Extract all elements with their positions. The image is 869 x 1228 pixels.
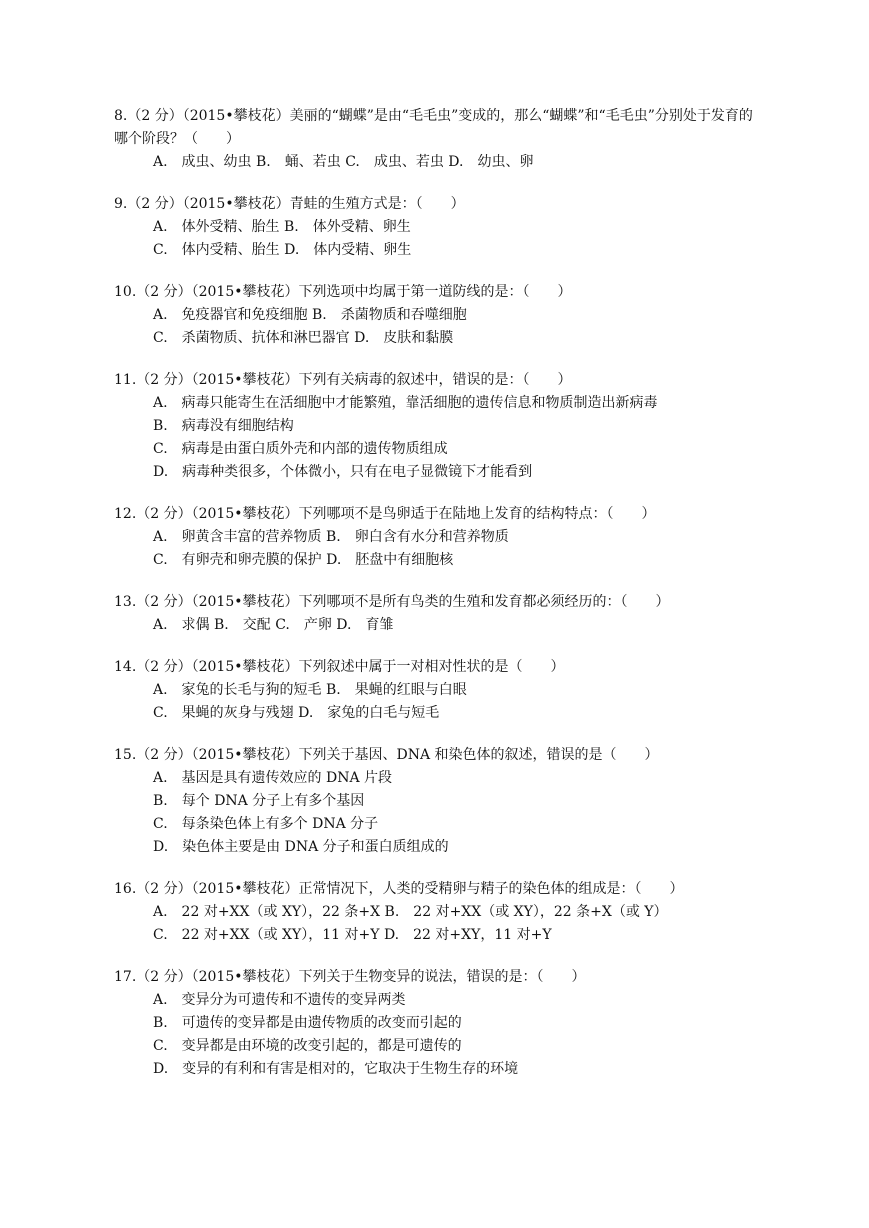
option-line: C. 果蝇的灰身与残翅 D. 家兔的白毛与短毛 xyxy=(153,705,440,721)
question-16 xyxy=(114,878,754,947)
option-line: A. 基因是具有遗传效应的 DNA 片段 xyxy=(153,770,393,786)
option-line: B. 病毒没有细胞结构 xyxy=(153,418,294,434)
option-line: A. 免疫器官和免疫细胞 B. 杀菌物质和吞噬细胞 xyxy=(153,307,467,323)
option-line: A. 22 对+XX（或 XY），22 条+X B. 22 对+XX（或 XY），22 条+X（或 Y） xyxy=(153,904,668,920)
question-13 xyxy=(114,591,754,637)
question-stem: 16.（2 分）（2015•攀枝花）正常情况下，人类的受精卵与精子的染色体的组成是：（ ） xyxy=(114,881,684,897)
question-9 xyxy=(114,193,754,262)
option-line: A. 变异分为可遗传和不遗传的变异两类 xyxy=(153,992,406,1008)
question-stem: 15.（2 分）（2015•攀枝花）下列关于基因、DNA 和染色体的叙述，错误的是（ ） xyxy=(114,747,659,763)
question-stem: 10.（2 分）（2015•攀枝花）下列选项中均属于第一道防线的是：（ ） xyxy=(114,284,572,300)
option-line: A. 体外受精、胎生 B. 体外受精、卵生 xyxy=(153,219,411,235)
question-8 xyxy=(114,105,754,174)
question-stem: 13.（2 分）（2015•攀枝花）下列哪项不是所有鸟类的生殖和发育都必须经历的：（ ） xyxy=(114,594,670,610)
question-17 xyxy=(114,966,754,1081)
option-line: B. 可遗传的变异都是由遗传物质的改变而引起的 xyxy=(153,1015,462,1031)
question-stem: 17.（2 分）（2015•攀枝花）下列关于生物变异的说法，错误的是：（ ） xyxy=(114,969,586,985)
option-line: C. 每条染色体上有多个 DNA 分子 xyxy=(153,816,379,832)
option-line: C. 病毒是由蛋白质外壳和内部的遗传物质组成 xyxy=(153,441,448,457)
option-line: D. 变异的有利和有害是相对的，它取决于生物生存的环境 xyxy=(153,1061,519,1077)
option-line: A. 成虫、幼虫 B. 蛹、若虫 C. 成虫、若虫 D. 幼虫、卵 xyxy=(153,154,534,170)
option-line: A. 家兔的长毛与狗的短毛 B. 果蝇的红眼与白眼 xyxy=(153,682,467,698)
question-stem: 14.（2 分）（2015•攀枝花）下列叙述中属于一对相对性状的是（ ） xyxy=(114,659,565,675)
question-list xyxy=(114,105,754,1100)
option-line: D. 染色体主要是由 DNA 分子和蛋白质组成的 xyxy=(153,839,449,855)
option-line: C. 变异都是由环境的改变引起的，都是可遗传的 xyxy=(153,1038,462,1054)
question-12 xyxy=(114,503,754,572)
question-11 xyxy=(114,369,754,484)
option-line: B. 每个 DNA 分子上有多个基因 xyxy=(153,793,365,809)
option-line: C. 有卵壳和卵壳膜的保护 D. 胚盘中有细胞核 xyxy=(153,552,454,568)
question-stem: 11.（2 分）（2015•攀枝花）下列有关病毒的叙述中，错误的是：（ ） xyxy=(114,372,572,388)
question-15 xyxy=(114,744,754,859)
option-line: C. 杀菌物质、抗体和淋巴器官 D. 皮肤和黏膜 xyxy=(153,330,454,346)
option-line: A. 求偶 B. 交配 C. 产卵 D. 育雏 xyxy=(153,617,394,633)
option-line: D. 病毒种类很多，个体微小，只有在电子显微镜下才能看到 xyxy=(153,464,533,480)
question-10 xyxy=(114,281,754,350)
question-stem: 12.（2 分）（2015•攀枝花）下列哪项不是鸟卵适于在陆地上发育的结构特点：（ ） xyxy=(114,506,656,522)
question-stem: 9.（2 分）（2015•攀枝花）青蛙的生殖方式是：（ ） xyxy=(114,196,465,212)
option-line: C. 22 对+XX（或 XY），11 对+Y D. 22 对+XY，11 对+Y xyxy=(153,927,552,943)
option-line: C. 体内受精、胎生 D. 体内受精、卵生 xyxy=(153,242,412,258)
option-line: A. 病毒只能寄生在活细胞中才能繁殖，靠活细胞的遗传信息和物质制造出新病毒 xyxy=(153,395,658,411)
question-14 xyxy=(114,656,754,725)
option-line: A. 卵黄含丰富的营养物质 B. 卵白含有水分和营养物质 xyxy=(153,529,509,545)
question-stem: 8.（2 分）（2015•攀枝花）美丽的“蝴蝶”是由“毛毛虫”变成的，那么“蝴蝶”和“毛毛虫”分别处于发育的哪个阶段？（ ） xyxy=(114,108,753,147)
